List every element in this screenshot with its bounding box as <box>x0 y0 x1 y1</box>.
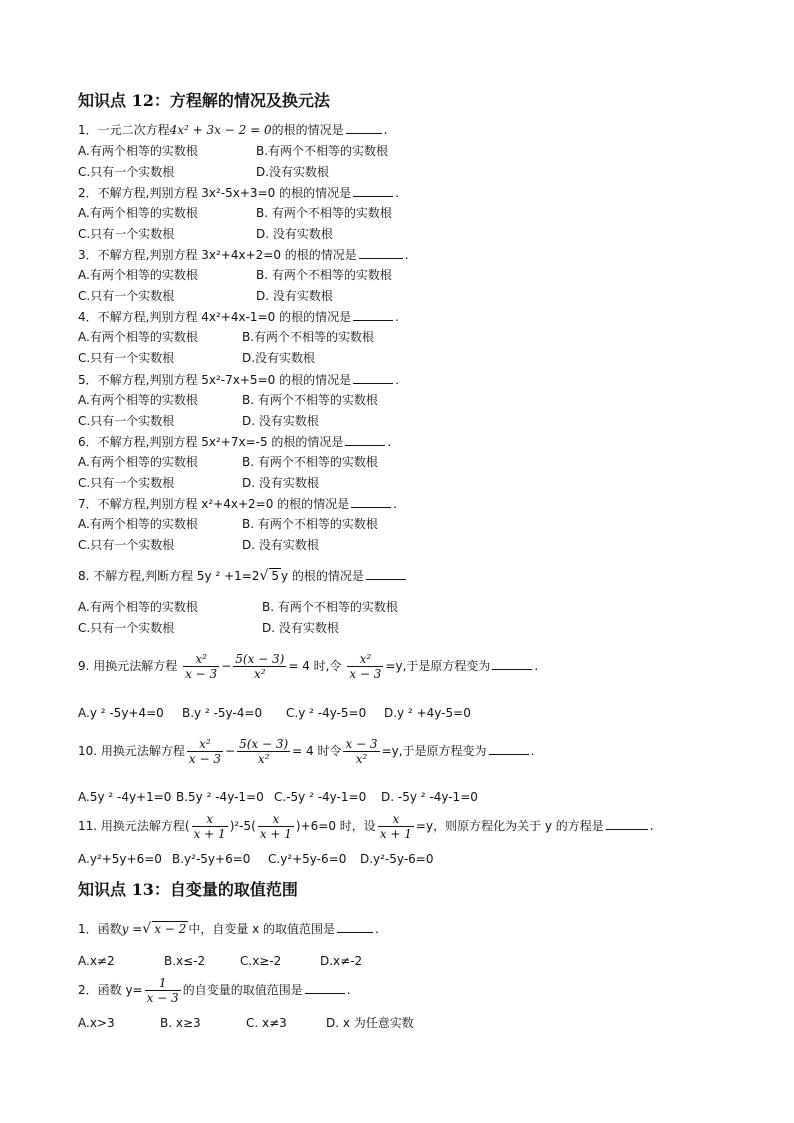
option-a: A.y ² -5y+4=0 <box>78 706 164 720</box>
frac-den: x + 1 <box>193 827 226 841</box>
fraction <box>237 737 290 766</box>
q1-text-post: 的根的情况是 <box>271 123 344 137</box>
question-10 <box>78 735 534 767</box>
option-c: C.-5y ² -4y-1=0 <box>274 790 367 804</box>
s13-question-1 <box>78 920 379 937</box>
frac-num: 1 <box>158 976 167 990</box>
q8-text-post: y 的根的情况是 <box>281 569 364 583</box>
option-c: C.只有一个实数根 <box>78 414 175 428</box>
q2-end: . <box>395 186 399 200</box>
q9-text: 9. 用换元法解方程 <box>78 659 178 673</box>
option-c: C.只有一个实数根 <box>78 289 175 303</box>
option-d: D.y ² +4y-5=0 <box>384 706 471 720</box>
sqrt-symbol: √ <box>142 921 152 937</box>
s13-q1-func: y = <box>121 922 143 936</box>
option-a: A.有两个相等的实数根 <box>78 330 198 344</box>
option-b: B.y²-5y+6=0 <box>172 852 251 866</box>
question-5 <box>78 371 399 388</box>
fraction <box>145 976 181 1005</box>
option-d: D.没有实数根 <box>242 351 316 365</box>
option-b: B.有两个不相等的实数根 <box>256 144 389 158</box>
q10-eq: = 4 时令 <box>292 744 342 758</box>
option-a: A.有两个相等的实数根 <box>78 393 198 407</box>
s13-q2-end: . <box>346 983 351 997</box>
q1-equation: 4x² + 3x − 2 = 0 <box>169 123 272 137</box>
option-c: C.只有一个实数根 <box>78 621 175 635</box>
option-b: B.x≤-2 <box>164 954 206 968</box>
question-6 <box>78 433 391 450</box>
q6-text: 6．不解方程,判别方程 5x²+7x=-5 的根的情况是 <box>78 435 344 449</box>
option-a: A.5y ² -4y+1=0 <box>78 790 172 804</box>
option-b: B.5y ² -4y-1=0 <box>176 790 264 804</box>
option-a: A.y²+5y+6=0 <box>78 852 162 866</box>
option-a: A.x≠2 <box>78 954 115 968</box>
q8-sqrt-arg: 5 <box>271 569 280 583</box>
fraction <box>187 737 223 766</box>
answer-blank[interactable] <box>353 308 393 321</box>
answer-blank[interactable] <box>353 371 393 384</box>
option-c: C.只有一个实数根 <box>78 538 175 552</box>
option-d: D. 没有实数根 <box>256 227 333 241</box>
answer-blank[interactable] <box>353 184 393 197</box>
frac-num: 5(x − 3) <box>235 652 285 666</box>
option-a: A.有两个相等的实数根 <box>78 206 198 220</box>
frac-den: x + 1 <box>259 827 292 841</box>
question-3 <box>78 246 409 263</box>
frac-den: x − 3 <box>349 667 382 681</box>
q5-text: 5．不解方程,判别方程 5x²-7x+5=0 的根的情况是 <box>78 373 352 387</box>
option-d: D. 没有实数根 <box>256 289 333 303</box>
option-a: A.有两个相等的实数根 <box>78 268 198 282</box>
s13-question-2 <box>78 974 351 1006</box>
q9-eq: = 4 时,令 <box>288 659 342 673</box>
frac-den: x + 1 <box>379 827 412 841</box>
q7-end: . <box>393 497 397 511</box>
option-a: A.有两个相等的实数根 <box>78 600 198 614</box>
q7-text: 7．不解方程,判别方程 x²+4x+2=0 的根的情况是 <box>78 497 350 511</box>
option-b: B. 有两个不相等的实数根 <box>242 517 378 531</box>
option-b: B. 有两个不相等的实数根 <box>242 393 378 407</box>
option-d: D.y²-5y-6=0 <box>360 852 434 866</box>
frac-num: x − 3 <box>345 737 378 751</box>
answer-blank[interactable] <box>606 817 648 830</box>
option-a: A.有两个相等的实数根 <box>78 517 198 531</box>
q11-text: 11. 用换元法解方程( <box>78 819 190 833</box>
question-2 <box>78 184 399 201</box>
fraction <box>258 812 294 841</box>
fraction <box>378 812 414 841</box>
question-11 <box>78 810 654 842</box>
frac-den: x − 3 <box>185 667 218 681</box>
q9-post: =y,于是原方程变为 <box>385 659 491 673</box>
s13-q1-end: . <box>375 922 379 936</box>
frac-num: x² <box>199 737 211 751</box>
answer-blank[interactable] <box>337 920 373 933</box>
frac-den: x² <box>233 666 286 681</box>
q3-text: 3．不解方程,判别方程 3x²+4x+2=0 的根的情况是 <box>78 248 357 262</box>
frac-den: x − 3 <box>146 991 179 1005</box>
q10-post: =y,于是原方程变为 <box>381 744 487 758</box>
minus: − <box>221 659 232 673</box>
answer-blank[interactable] <box>492 657 532 670</box>
frac-num: x² <box>195 652 207 666</box>
option-b: B.y ² -5y-4=0 <box>182 706 263 720</box>
option-b: B. 有两个不相等的实数根 <box>256 268 392 282</box>
q8-text: 8. 不解方程,判断方程 5y ² +1=2 <box>78 569 260 583</box>
s13-q2-text: 2．函数 y= <box>78 983 143 997</box>
q11-mid2: )+6=0 时，设 <box>295 819 376 833</box>
option-b: B. 有两个不相等的实数根 <box>242 455 378 469</box>
option-c: C.只有一个实数根 <box>78 165 175 179</box>
q11-end: . <box>649 819 654 833</box>
option-c: C.x≥-2 <box>240 954 282 968</box>
option-c: C.只有一个实数根 <box>78 227 175 241</box>
option-d: D. -5y ² -4y-1=0 <box>381 790 478 804</box>
frac-num: 5(x − 3) <box>239 737 289 751</box>
option-b: B.有两个不相等的实数根 <box>242 330 375 344</box>
option-d: D.没有实数根 <box>256 165 330 179</box>
answer-blank[interactable] <box>351 495 391 508</box>
option-d: D. 没有实数根 <box>262 621 339 635</box>
frac-den: x − 3 <box>188 752 221 766</box>
q10-end: . <box>530 744 535 758</box>
frac-num: x² <box>359 652 372 666</box>
answer-blank[interactable] <box>345 433 385 446</box>
s13-q1-text: 1．函数 <box>78 922 122 936</box>
frac-den: x² <box>343 751 379 766</box>
answer-blank[interactable] <box>359 246 403 259</box>
minus: − <box>225 744 236 758</box>
fraction <box>192 812 228 841</box>
q9-end: . <box>534 659 539 673</box>
q4-text: 4．不解方程,判别方程 4x²+4x-1=0 的根的情况是 <box>78 310 352 324</box>
frac-num: x <box>392 812 400 826</box>
s13-q1-sqrt-arg: x − 2 <box>154 922 187 936</box>
answer-blank[interactable] <box>346 121 382 134</box>
question-8 <box>78 567 408 584</box>
option-d: D. 没有实数根 <box>242 414 319 428</box>
q4-end: . <box>395 310 399 324</box>
fraction <box>347 652 383 681</box>
option-a: A.有两个相等的实数根 <box>78 455 198 469</box>
fraction <box>233 652 286 681</box>
option-d: D. 没有实数根 <box>242 476 319 490</box>
option-c: C.只有一个实数根 <box>78 476 175 490</box>
option-b: B. 有两个不相等的实数根 <box>262 600 398 614</box>
section-13-title: 知识点 13：自变量的取值范围 <box>78 880 298 899</box>
option-d: D. x 为任意实数 <box>326 1016 414 1030</box>
q5-end: . <box>395 373 399 387</box>
option-c: C. x≠3 <box>246 1016 287 1030</box>
option-c: C.y ² -4y-5=0 <box>286 706 367 720</box>
question-1 <box>78 121 387 138</box>
answer-blank[interactable] <box>489 742 529 755</box>
option-a: A.有两个相等的实数根 <box>78 144 198 158</box>
s13-q2-post: 的自变量的取值范围是 <box>182 983 303 997</box>
option-d: D. 没有实数根 <box>242 538 319 552</box>
option-d: D.x≠-2 <box>320 954 363 968</box>
q6-end: . <box>387 435 392 449</box>
option-c: C.只有一个实数根 <box>78 351 175 365</box>
option-a: A.x>3 <box>78 1016 115 1030</box>
question-9 <box>78 650 538 682</box>
option-b: B. x≥3 <box>160 1016 201 1030</box>
frac-den: x² <box>237 751 290 766</box>
question-7 <box>78 495 397 512</box>
q11-mid: )²-5( <box>229 819 256 833</box>
s13-q1-post: 中，自变量 x 的取值范围是 <box>188 922 336 936</box>
fraction <box>343 737 379 766</box>
frac-num: x <box>272 812 280 826</box>
question-4 <box>78 308 399 325</box>
sqrt-symbol: √ <box>259 568 269 584</box>
option-b: B. 有两个不相等的实数根 <box>256 206 392 220</box>
answer-blank[interactable] <box>366 567 406 580</box>
q1-text: 1．一元二次方程 <box>78 123 170 137</box>
section-12-title: 知识点 12：方程解的情况及换元法 <box>78 91 330 110</box>
q3-end: . <box>404 248 409 262</box>
answer-blank[interactable] <box>305 981 345 994</box>
q10-text: 10. 用换元法解方程 <box>78 744 185 758</box>
frac-num: x <box>206 812 214 826</box>
fraction <box>183 652 219 681</box>
q11-post: =y，则原方程化为关于 y 的方程是 <box>415 819 604 833</box>
option-c: C.y²+5y-6=0 <box>268 852 347 866</box>
q1-end: . <box>383 123 388 137</box>
q2-text: 2．不解方程,判别方程 3x²-5x+3=0 的根的情况是 <box>78 186 352 200</box>
